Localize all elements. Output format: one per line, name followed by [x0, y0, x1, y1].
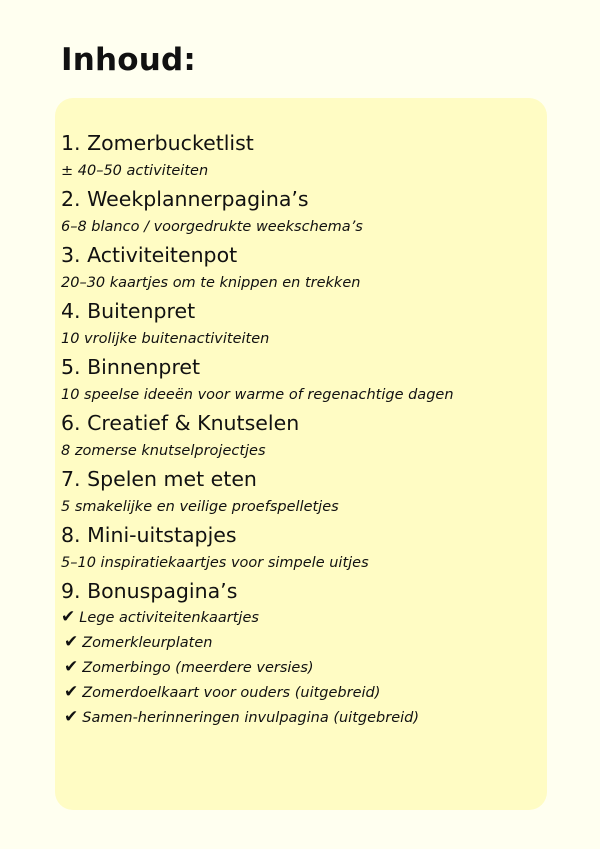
- section-description: 10 speelse ideeën voor warme of regenachtige dagen: [61, 387, 454, 403]
- section-heading: 5. Binnenpret: [61, 355, 201, 379]
- section-heading: 6. Creatief & Knutselen: [61, 411, 300, 435]
- toc-section-7: [61, 466, 547, 522]
- toc-section-6: [61, 410, 547, 466]
- check-icon: ✔: [64, 682, 79, 702]
- toc-list: [61, 130, 547, 731]
- section-description: 5 smakelijke en veilige proefspelletjes: [61, 499, 339, 515]
- section-heading: 4. Buitenpret: [61, 299, 196, 323]
- bonus-item: [61, 656, 547, 681]
- toc-section-8: [61, 522, 547, 578]
- bonus-item-label: Samen-herinneringen invulpagina (uitgebreid): [82, 710, 419, 726]
- section-description: 8 zomerse knutselprojectjes: [61, 443, 266, 459]
- section-heading: 1. Zomerbucketlist: [61, 131, 254, 155]
- bonus-item-label: Zomerkleurplaten: [82, 635, 213, 651]
- table-of-contents-panel: [55, 98, 547, 810]
- section-heading: 9. Bonuspagina’s: [61, 579, 238, 603]
- section-heading: 8. Mini-uitstapjes: [61, 523, 237, 547]
- bonus-item: [61, 631, 547, 656]
- section-heading: 7. Spelen met eten: [61, 467, 257, 491]
- bonus-item: [61, 606, 547, 631]
- bonus-item: [61, 706, 547, 731]
- toc-section-9-bonus: [61, 578, 547, 731]
- toc-section-4: [61, 298, 547, 354]
- check-icon: ✔: [64, 657, 79, 677]
- section-heading: 2. Weekplannerpagina’s: [61, 187, 309, 211]
- toc-section-5: [61, 354, 547, 410]
- section-description: 10 vrolijke buitenactiviteiten: [61, 331, 270, 347]
- check-icon: ✔: [64, 632, 79, 652]
- check-icon: ✔: [64, 707, 79, 727]
- bonus-item: [61, 681, 547, 706]
- bonus-item-label: Lege activiteitenkaartjes: [79, 610, 259, 626]
- bonus-list: [61, 606, 547, 731]
- check-icon: ✔: [61, 607, 76, 627]
- section-description: 5–10 inspiratiekaartjes voor simpele uitjes: [61, 555, 369, 571]
- page-title: Inhoud:: [61, 42, 197, 78]
- section-heading: 3. Activiteitenpot: [61, 243, 238, 267]
- section-description: 6–8 blanco / voorgedrukte weekschema’s: [61, 219, 363, 235]
- toc-section-1: [61, 130, 547, 186]
- section-description: 20–30 kaartjes om te knippen en trekken: [61, 275, 361, 291]
- toc-section-3: [61, 242, 547, 298]
- section-description: ± 40–50 activiteiten: [61, 163, 209, 179]
- toc-section-2: [61, 186, 547, 242]
- bonus-item-label: Zomerbingo (meerdere versies): [82, 660, 314, 676]
- bonus-item-label: Zomerdoelkaart voor ouders (uitgebreid): [82, 685, 381, 701]
